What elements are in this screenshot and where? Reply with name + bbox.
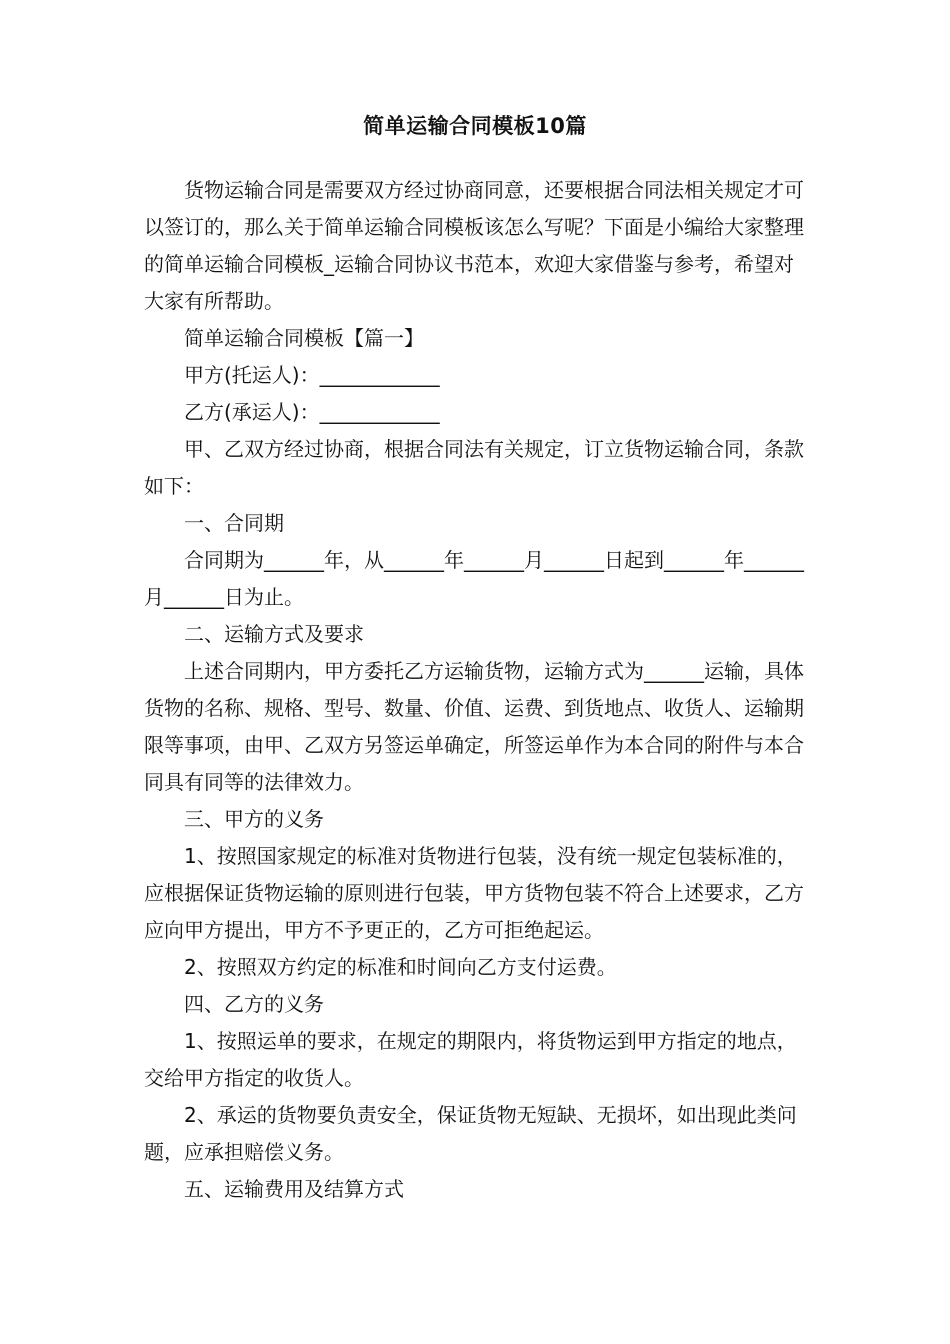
document-body <box>144 172 812 1208</box>
document-title: 简单运输合同模板10篇 <box>363 114 587 138</box>
clause-heading: 五、运输费用及结算方式 <box>184 1177 404 1201</box>
body-paragraph: 1、按照运单的要求，在规定的期限内，将货物运到甲方指定的地点，交给甲方指定的收货人。 <box>144 1029 797 1090</box>
body-paragraph: 2、承运的货物要负责安全，保证货物无短缺、无损坏，如出现此类问题，应承担赔偿义务。 <box>144 1103 797 1164</box>
section-heading: 简单运输合同模板【篇一】 <box>184 326 424 350</box>
clause-heading: 二、运输方式及要求 <box>184 622 364 646</box>
party-b-line: 乙方(承运人)：____________ <box>184 400 440 424</box>
clause-heading: 一、合同期 <box>184 511 284 535</box>
clause-heading: 四、乙方的义务 <box>184 992 324 1016</box>
clause-heading: 三、甲方的义务 <box>184 807 324 831</box>
body-paragraph: 合同期为______年，从______年______月______日起到______年______月______日为止。 <box>144 548 804 609</box>
body-paragraph: 甲、乙双方经过协商，根据合同法有关规定，订立货物运输合同，条款如下： <box>144 437 804 498</box>
party-a-line: 甲方(托运人)：____________ <box>184 363 440 387</box>
intro-paragraph: 货物运输合同是需要双方经过协商同意，还要根据合同法相关规定才可以签订的，那么关于简单运输合同模板该怎么写呢？下面是小编给大家整理的简单运输合同模板_运输合同协议书范本，欢迎大家借鉴与参考，希望对大家有所帮助。 <box>144 178 804 313</box>
body-paragraph: 1、按照国家规定的标准对货物进行包装，没有统一规定包装标准的，应根据保证货物运输的原则进行包装，甲方货物包装不符合上述要求，乙方应向甲方提出，甲方不予更正的，乙方可拒绝起运。 <box>144 844 804 942</box>
body-paragraph: 2、按照双方约定的标准和时间向乙方支付运费。 <box>184 955 617 979</box>
body-paragraph: 上述合同期内，甲方委托乙方运输货物，运输方式为______运输，具体货物的名称、规格、型号、数量、价值、运费、到货地点、收货人、运输期限等事项，由甲、乙双方另签运单确定，所签运单作为本合同的附件与本合同具有同等的法律效力。 <box>144 659 804 794</box>
